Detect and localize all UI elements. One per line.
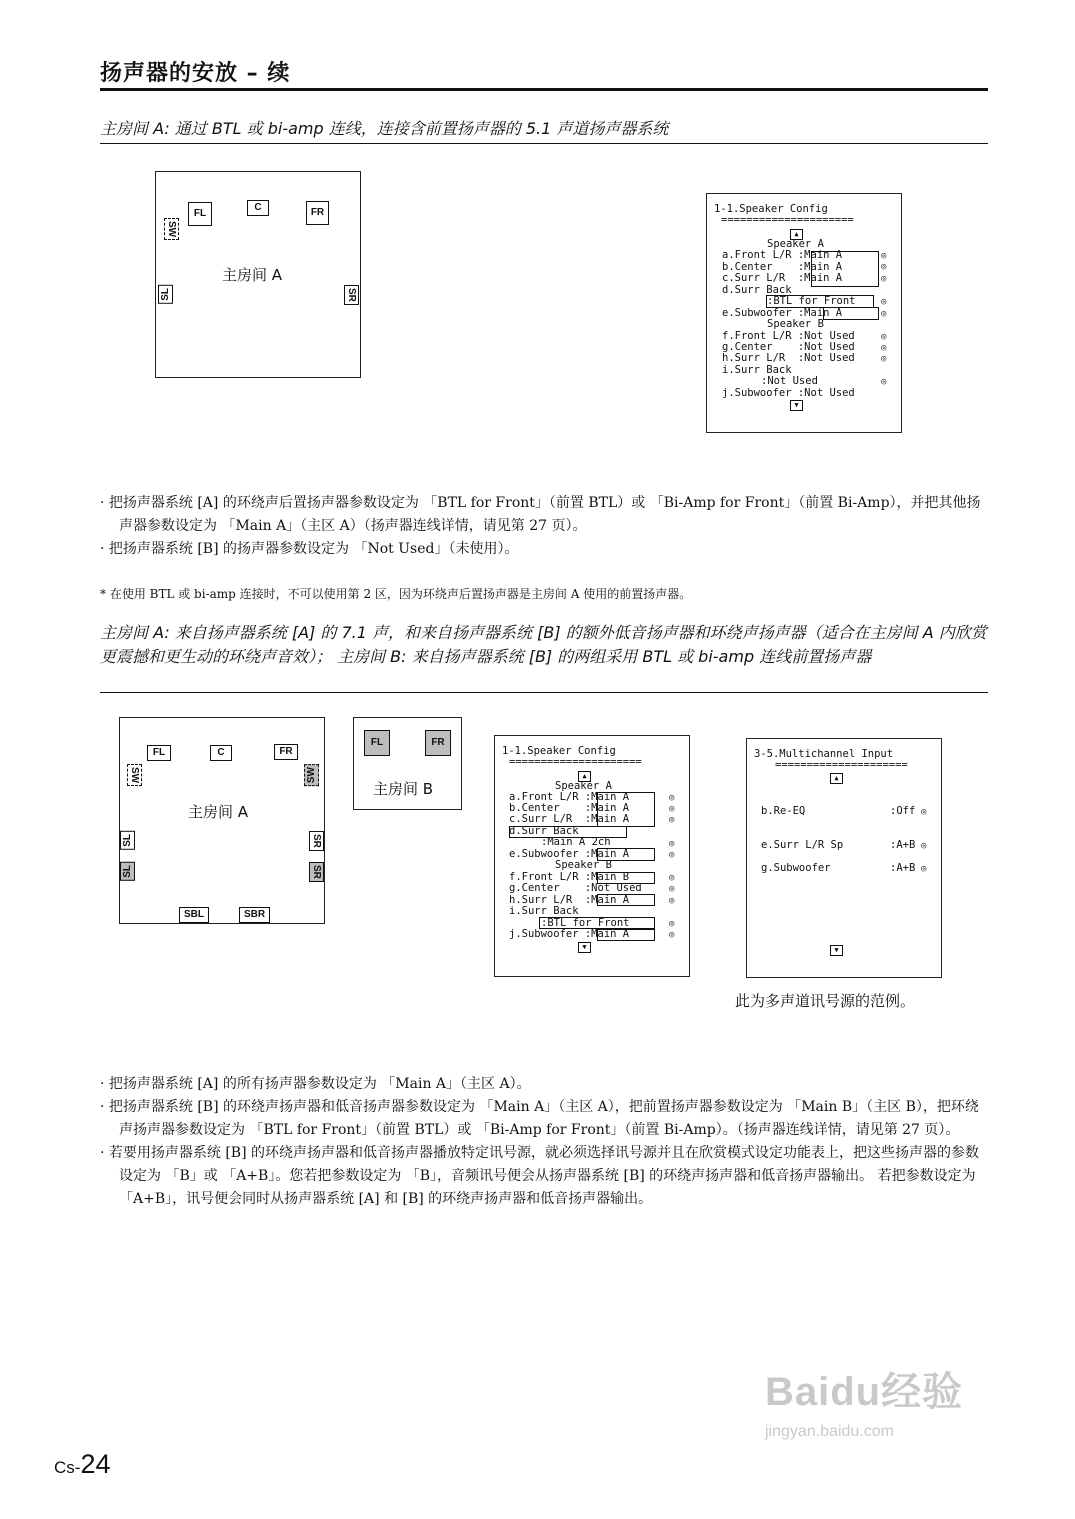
multichannel-caption: 此为多声道讯号源的范例。	[735, 992, 916, 1010]
speaker-sl: SL	[158, 285, 173, 304]
osd-row-label: e.Surr L/R Sp	[761, 839, 844, 851]
speaker-icon: ◎	[669, 896, 675, 906]
room-a-label: 主房间 A	[188, 803, 249, 821]
room-a-label: 主房间 A	[222, 266, 283, 284]
section1-rule	[100, 143, 988, 144]
watermark-brand: Baidu经验	[765, 1370, 964, 1414]
speaker-icon: ◎	[669, 815, 675, 825]
speaker-fl: FL	[147, 745, 171, 761]
osd-line: :BTL for Front	[541, 917, 630, 929]
osd-line: :Not Used	[761, 375, 818, 387]
selection-box	[597, 792, 655, 827]
speaker-sl-a: SL	[120, 831, 135, 850]
speaker-icon: ◎	[881, 251, 887, 261]
osd-separator: =====================	[509, 756, 642, 768]
speaker-sw-a: SW	[127, 764, 142, 786]
speaker-icon: ◎	[669, 804, 675, 814]
scroll-up-icon: ▲	[790, 229, 803, 240]
section2-bullets	[100, 1073, 990, 1211]
speaker-icon: ◎	[669, 839, 675, 849]
selection-box	[597, 894, 655, 906]
page-title: 扬声器的安放 – 续	[100, 61, 291, 86]
speaker-icon: ◎	[881, 309, 887, 319]
page-number	[54, 1449, 111, 1480]
bullet-item: · 把扬声器系统 [B] 的环绕声扬声器和低音扬声器参数设定为 「Main A」（主区 A），把前置扬声器参数设定为 「Main B」（主区 B），把环绕声扬声器参数设定为 「BTL for Front」（前置 BTL）或 「Bi-Amp for Front」（前置 Bi-Amp）。（扬声器连线详情，请见第 27 页）。	[100, 1099, 979, 1138]
scroll-down-icon: ▼	[790, 400, 803, 411]
osd-line: :BTL for Front	[767, 295, 856, 307]
speaker-config-screen-2	[494, 735, 690, 977]
osd-line: c.Surr L/R :Main A	[722, 272, 843, 284]
bullet-item: · 把扬声器系统 [A] 的环绕声后置扬声器参数设定为 「BTL for Front」（前置 BTL）或 「Bi-Amp for Front」（前置 Bi-Amp），并把其他扬声器参数设定为 「Main A」（主区 A）（扬声器连线详情，请见第 27 页）。	[100, 495, 981, 534]
osd-line: e.Subwoofer :Main A	[722, 307, 843, 319]
room-b-label: 主房间 B	[373, 780, 434, 798]
speaker-icon: ◎	[669, 850, 675, 860]
osd-title: 1-1.Speaker Config	[714, 203, 828, 215]
osd-line: i.Surr Back	[722, 364, 792, 376]
osd-line: g.Center :Not Used	[722, 341, 855, 353]
scroll-down-icon: ▼	[830, 945, 843, 956]
osd-line: h.Surr L/R :Main A	[509, 894, 630, 906]
room-a-diagram	[155, 171, 361, 378]
osd-line: Speaker A	[555, 780, 612, 792]
title-rule	[100, 88, 988, 91]
speaker-icon: ◎	[881, 354, 887, 364]
multichannel-input-screen	[746, 738, 942, 978]
speaker-sw: SW	[164, 218, 179, 240]
osd-line: Speaker A	[767, 238, 824, 250]
osd-line: f.Front L/R :Not Used	[722, 330, 855, 342]
osd-separator: =====================	[721, 214, 854, 226]
osd-line: j.Subwoofer :Main A	[509, 928, 630, 940]
speaker-sr: SR	[344, 285, 359, 305]
speaker-icon: ◎	[669, 793, 675, 803]
section1-note: * 在使用 BTL 或 bi-amp 连接时，不可以使用第 2 区，因为环绕声后置扬声器是主房间 A 使用的前置扬声器。	[100, 587, 692, 601]
osd-line: d.Surr Back	[722, 284, 792, 296]
speaker-fl: FL	[188, 202, 212, 226]
speaker-icon: ◎	[881, 332, 887, 342]
speaker-icon: ◎	[881, 343, 887, 353]
selection-box	[597, 929, 655, 941]
speaker-icon: ◎	[921, 807, 927, 817]
selection-box	[539, 917, 655, 929]
speaker-sr-a: SR	[309, 831, 324, 851]
speaker-icon: ◎	[669, 873, 675, 883]
osd-line: h.Surr L/R :Not Used	[722, 352, 855, 364]
speaker-fr: FR	[274, 744, 298, 760]
speaker-icon: ◎	[881, 297, 887, 307]
selection-box	[597, 848, 655, 861]
section1-title: 主房间 A: 通过 BTL 或 bi-amp 连线，连接含前置扬声器的 5.1 声道扬声器系统	[100, 119, 669, 138]
osd-line: :Main A 2ch	[541, 836, 611, 848]
osd-line: b.Center :Main A	[722, 261, 843, 273]
scroll-up-icon: ▲	[830, 773, 843, 784]
selection-box	[597, 872, 655, 884]
selection-box	[811, 251, 879, 287]
scroll-down-icon: ▼	[578, 942, 591, 953]
room-a-71-diagram	[119, 717, 325, 924]
osd-title: 1-1.Speaker Config	[502, 745, 616, 757]
osd-row-label: b.Re-EQ	[761, 805, 806, 817]
osd-line: i.Surr Back	[509, 905, 579, 917]
speaker-icon: ◎	[881, 274, 887, 284]
osd-line: j.Subwoofer :Not Used	[722, 387, 855, 399]
speaker-fr: FR	[306, 201, 329, 225]
speaker-sr-b: SR	[309, 862, 324, 882]
osd-line: f.Front L/R :Main B	[509, 871, 630, 883]
selection-box	[823, 307, 879, 320]
osd-line: a.Front L/R :Main A	[509, 791, 630, 803]
section1-bullets	[100, 492, 990, 561]
osd-separator: =====================	[775, 759, 908, 771]
osd-row-value: :A+B	[890, 839, 916, 851]
bullet-item: · 若要用扬声器系统 [B] 的环绕声扬声器和低音扬声器播放特定讯号源，就必须选择讯号源并且在欣赏模式设定功能表上，把这些扬声器的参数设定为 「B」或 「A+B」。您若把参数设定为 「B」，音频讯号便会从扬声器系统 [B] 的环绕声扬声器和低音扬声器输出。 若把参数设定为 「A+B」，讯号便会同时从扬声器系统 [A] 和 [B] 的环绕声扬声器和低音扬声器输出。	[100, 1145, 980, 1207]
speaker-c: C	[247, 200, 269, 216]
speaker-sbr: SBR	[239, 907, 270, 923]
bullet-item: · 把扬声器系统 [A] 的所有扬声器参数设定为 「Main A」（主区 A）。	[100, 1076, 531, 1092]
bullet-item: · 把扬声器系统 [B] 的扬声器参数设定为 「Not Used」（未使用）。	[100, 541, 519, 557]
speaker-icon: ◎	[921, 864, 927, 874]
osd-row-value: :A+B	[890, 862, 916, 874]
speaker-icon: ◎	[669, 884, 675, 894]
osd-line: c.Surr L/R :Main A	[509, 813, 630, 825]
osd-row-value: :Off	[890, 805, 916, 817]
osd-line: a.Front L/R :Main A	[722, 249, 843, 261]
osd-row-label: g.Subwoofer	[761, 862, 831, 874]
speaker-fl-b: FL	[364, 730, 390, 756]
speaker-icon: ◎	[881, 377, 887, 387]
speaker-sl-b: SL	[120, 862, 135, 881]
section2-rule	[100, 692, 988, 693]
page-number-value: 24	[80, 1449, 111, 1479]
speaker-config-screen	[706, 193, 902, 433]
speaker-icon: ◎	[881, 262, 887, 272]
room-b-diagram	[353, 717, 462, 810]
section2-title: 主房间 A: 来自扬声器系统 [A] 的 7.1 声，和来自扬声器系统 [B] 的额外低音扬声器和环绕声扬声器（适合在主房间 A 内欣赏更震撼和更生动的环绕声音效）； 主房间 B: 来自扬声器系统 [B] 的两组采用 BTL 或 bi-amp 连线前置扬声器	[100, 623, 987, 666]
speaker-icon: ◎	[921, 841, 927, 851]
speaker-sbl: SBL	[179, 907, 209, 923]
page-prefix: Cs-	[54, 1458, 81, 1477]
osd-line: b.Center :Main A	[509, 802, 630, 814]
osd-line: Speaker B	[555, 859, 612, 871]
speaker-c: C	[210, 745, 232, 761]
osd-line: d.Surr Back	[509, 825, 579, 837]
speaker-fr-b: FR	[425, 730, 451, 756]
watermark	[765, 1360, 963, 1441]
speaker-icon: ◎	[669, 930, 675, 940]
speaker-sw-b: SW	[304, 764, 319, 786]
osd-line: e.Subwoofer :Main A	[509, 848, 630, 860]
speaker-icon: ◎	[669, 919, 675, 929]
scroll-up-icon: ▲	[578, 771, 591, 782]
osd-title: 3-5.Multichannel Input	[754, 748, 894, 760]
selection-box	[509, 826, 627, 838]
osd-line: g.Center :Not Used	[509, 882, 642, 894]
osd-line: Speaker B	[767, 318, 824, 330]
watermark-url: jingyan.baidu.com	[765, 1423, 894, 1440]
